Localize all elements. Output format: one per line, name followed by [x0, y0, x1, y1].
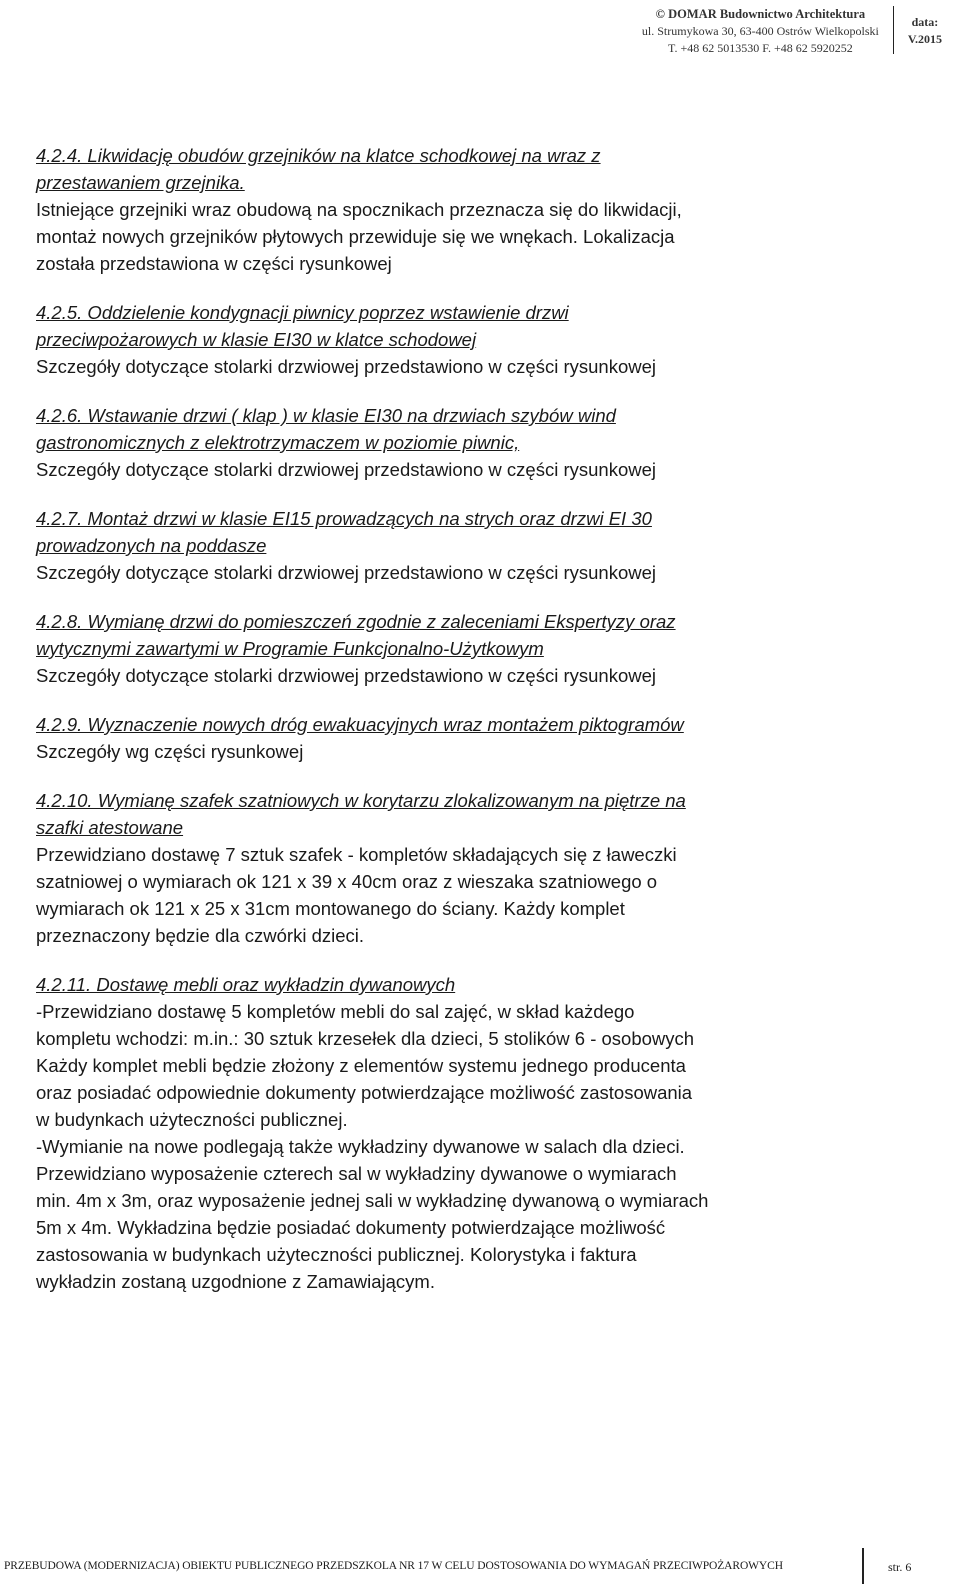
section-body-line: Każdy komplet mebli będzie złożony z elementów systemu jednego producenta: [36, 1055, 686, 1076]
company-address: ul. Strumykowa 30, 63-400 Ostrów Wielkopolski: [641, 24, 879, 38]
section-body-line: Przewidziano dostawę 7 sztuk szafek - kompletów składających się z ławeczki: [36, 844, 677, 865]
section-body-line: Przewidziano wyposażenie czterech sal w wykładziny dywanowe o wymiarach: [36, 1163, 677, 1184]
footer-title: PRZEBUDOWA (MODERNIZACJA) OBIEKTU PUBLICZNEGO PRZEDSZKOLA NR 17 W CELU DOSTOSOWANIA DO WYMAGAŃ PRZECIWPOŻAROWYCH: [4, 1560, 783, 1572]
document-body: [36, 142, 948, 1317]
section-body-line: -Wymianie na nowe podlegają także wykładziny dywanowe w salach dla dzieci.: [36, 1136, 685, 1157]
section-heading-line: 4.2.5. Oddzielenie kondygnacji piwnicy poprzez wstawienie drzwi: [36, 302, 569, 323]
section-body-line: Szczegóły dotyczące stolarki drzwiowej przedstawiono w części rysunkowej: [36, 356, 656, 377]
section-body-line: w budynkach użyteczności publicznej.: [36, 1109, 348, 1130]
section: [36, 971, 948, 1295]
section-heading-line: szafki atestowane: [36, 817, 184, 838]
section-heading-line: gastronomicznych z elektrotrzymaczem w poziomie piwnic,: [36, 432, 520, 453]
section-heading-line: 4.2.7. Montaż drzwi w klasie EI15 prowadzących na strych oraz drzwi EI 30: [36, 508, 652, 529]
section: [36, 402, 948, 483]
section-body-line: Szczegóły wg części rysunkowej: [36, 741, 304, 762]
section-heading-line: 4.2.10. Wymianę szafek szatniowych w korytarzu zlokalizowanym na piętrze na: [36, 790, 686, 811]
section: [36, 711, 948, 765]
section-heading-line: przestawaniem grzejnika.: [36, 172, 245, 193]
section-body-line: Szczegóły dotyczące stolarki drzwiowej przedstawiono w części rysunkowej: [36, 459, 656, 480]
section-body-line: zastosowania w budynkach użyteczności publicznej. Kolorystyka i faktura: [36, 1244, 637, 1265]
section-heading-line: 4.2.4. Likwidację obudów grzejników na klatce schodkowej na wraz z: [36, 145, 601, 166]
section-body-line: wykładzin zostaną uzgodnione z Zamawiającym.: [36, 1271, 435, 1292]
section-body-line: Istniejące grzejniki wraz obudową na spocznikach przeznacza się do likwidacji,: [36, 199, 682, 220]
section-heading-line: wytycznymi zawartymi w Programie Funkcjonalno-Użytkowym: [36, 638, 544, 659]
company-phone: T. +48 62 5013530 F. +48 62 5920252: [668, 41, 853, 55]
section-body-line: montaż nowych grzejników płytowych przewiduje się we wnękach. Lokalizacja: [36, 226, 675, 247]
date-block: [893, 6, 942, 54]
section-body-line: kompletu wchodzi: m.in.: 30 sztuk krzesełek dla dzieci, 5 stolików 6 - osobowych: [36, 1028, 695, 1049]
date-label: data:: [911, 15, 939, 29]
section: [36, 299, 948, 380]
page-number: str. 6: [888, 1560, 912, 1574]
company-block: [642, 6, 893, 57]
section-heading-line: 4.2.11. Dostawę mebli oraz wykładzin dywanowych: [36, 974, 456, 995]
footer-divider: [862, 1548, 864, 1584]
section-heading-line: prowadzonych na poddasze: [36, 535, 267, 556]
section-heading-line: 4.2.8. Wymianę drzwi do pomieszczeń zgodnie z zaleceniami Ekspertyzy oraz: [36, 611, 676, 632]
page-footer: [0, 1548, 960, 1584]
section-body-line: wymiarach ok 121 x 25 x 31cm montowanego do ściany. Każdy komplet: [36, 898, 625, 919]
section-body-line: została przedstawiona w części rysunkowej: [36, 253, 392, 274]
section: [36, 787, 948, 949]
section-heading-line: przeciwpożarowych w klasie EI30 w klatce schodowej: [36, 329, 477, 350]
section-body-line: szatniowej o wymiarach ok 121 x 39 x 40cm oraz z wieszaka szatniowego o: [36, 871, 658, 892]
section-body-line: przeznaczony będzie dla czwórki dzieci.: [36, 925, 365, 946]
section: [36, 142, 948, 277]
section-body-line: -Przewidziano dostawę 5 kompletów mebli do sal zajęć, w skład każdego: [36, 1001, 635, 1022]
section-body-line: oraz posiadać odpowiednie dokumenty potwierdzające możliwość zastosowania: [36, 1082, 693, 1103]
section-body-line: Szczegóły dotyczące stolarki drzwiowej przedstawiono w części rysunkowej: [36, 562, 656, 583]
section-body-line: Szczegóły dotyczące stolarki drzwiowej przedstawiono w części rysunkowej: [36, 665, 656, 686]
section-body-line: 5m x 4m. Wykładzina będzie posiadać dokumenty potwierdzające możliwość: [36, 1217, 666, 1238]
section-heading-line: 4.2.6. Wstawanie drzwi ( klap ) w klasie EI30 na drzwiach szybów wind: [36, 405, 616, 426]
section-heading-line: 4.2.9. Wyznaczenie nowych dróg ewakuacyjnych wraz montażem piktogramów: [36, 714, 684, 735]
section: [36, 608, 948, 689]
section: [36, 505, 948, 586]
date-value: V.2015: [907, 32, 942, 46]
company-name: © DOMAR Budownictwo Architektura: [655, 7, 866, 21]
section-body-line: min. 4m x 3m, oraz wyposażenie jednej sali w wykładzinę dywanową o wymiarach: [36, 1190, 709, 1211]
page-header: [642, 6, 942, 57]
